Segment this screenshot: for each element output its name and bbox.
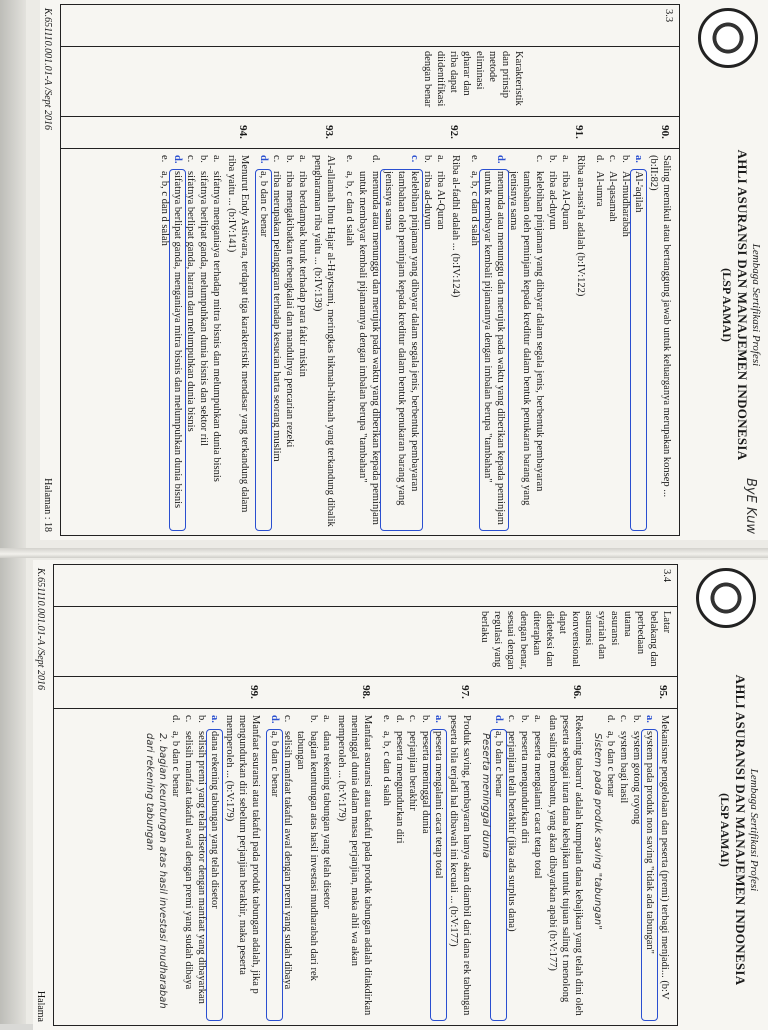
- option-text: selisih manfaat takaful awal dengan premi yang sudah dibaya: [183, 731, 194, 990]
- document-page-bottom: [33, 560, 768, 1030]
- option-text: riba ad-duyun: [547, 171, 558, 230]
- option-text: menunda atau menunggu dan merujuk pada waktu yang diberikan kepada peminjam untuk membayar kembali pijamannya dengan imbalan berupa "tambahan": [481, 171, 507, 529]
- question-item: [343, 155, 462, 529]
- answer-option: [481, 155, 507, 529]
- answer-option: [380, 715, 393, 1019]
- answer-option: [283, 155, 296, 529]
- option-letter: c.: [183, 715, 194, 723]
- answer-option: [432, 715, 445, 1019]
- option-text: system pada produk non saving "tidak ada tabungan": [643, 731, 656, 1019]
- option-letter: a.: [297, 155, 308, 163]
- doc-code: K.651110.001.01-A /Sept 2016: [35, 568, 46, 690]
- option-text: sifatnya berlipat ganda, melumpuhkan dunia bisnis dan sektor riil: [198, 171, 209, 446]
- option-letter: d.: [258, 155, 269, 164]
- option-text: riba ad-duyun: [422, 171, 433, 230]
- option-text: riba merupakan pelanggaran terhadap kesucian harta seorang muslim: [271, 171, 282, 462]
- option-letter: b.: [198, 155, 209, 163]
- option-text: bagian keuntungan atas hasil investasi mudharabah dari rek tabungan: [295, 731, 319, 981]
- question-number: 98.: [360, 685, 372, 699]
- question-item: [257, 155, 337, 529]
- option-text: perjanjian telah berakhir (jika ada surplus dana): [506, 731, 517, 932]
- option-text: dana rekening tabungan yang telah disetor: [208, 731, 221, 1019]
- option-text: a, b, c dan d salah: [344, 171, 355, 246]
- question-number: 96.: [571, 685, 583, 699]
- option-text: a, b dan c benar: [605, 731, 616, 798]
- option-letter: a.: [633, 155, 644, 163]
- unit-column: [54, 565, 677, 607]
- option-letter: d.: [269, 715, 280, 724]
- org-abbrev: (LSP AAMAI): [718, 793, 732, 867]
- lsp-aamai-logo: [696, 568, 756, 628]
- answer-option: [182, 715, 195, 1019]
- unit-number: 3.4: [661, 569, 672, 583]
- answer-option: [184, 155, 197, 529]
- answer-option: [257, 155, 270, 529]
- question-number: 90.: [659, 125, 671, 139]
- option-text: Al-'aqilah: [632, 171, 645, 529]
- option-letter: d.: [172, 155, 183, 164]
- org-title: AHLI ASURANSI DAN MANAJEMEN INDONESIA: [733, 674, 748, 986]
- answer-option: [195, 715, 208, 1019]
- answer-option: [393, 715, 406, 1019]
- option-text: system bagi hasil: [618, 731, 629, 804]
- option-letter: c.: [407, 715, 418, 723]
- answer-option: [421, 155, 434, 529]
- question-text: Menurut Endy Astiwara, terdapat tiga karakteristik mendasar yang terkandung dalam riba yaitu ... (b:IV:141): [226, 155, 250, 513]
- org-abbrev: (LSP AAMAI): [720, 268, 734, 342]
- page-footer: [42, 8, 53, 532]
- answer-option: [320, 715, 333, 1019]
- org-name: Lembaga Sertifikasi Profesi: [750, 243, 762, 367]
- option-text: a, b dan c benar: [170, 731, 181, 798]
- option-text: Al-qasamah: [607, 171, 618, 222]
- answer-option: [507, 155, 546, 529]
- handwritten-note: Peserta meninggal dunia: [480, 733, 491, 858]
- lsp-aamai-logo: [698, 8, 758, 68]
- answer-option: [630, 715, 643, 1019]
- option-text: system gotong royong: [631, 731, 642, 825]
- org-name: Lembaga Sertifikasi Profesi: [748, 768, 760, 892]
- answer-option: [208, 715, 221, 1019]
- question-table: [60, 4, 680, 536]
- binding-gutter: [0, 0, 26, 1024]
- answer-option: [518, 715, 531, 1019]
- question-text: Al-allamah Ibnu Hajar al-Haytsami, meringkas hikmah-hikmah yang terkandung dibalik pengharaman riba yaitu ... (b:IV:139): [312, 155, 336, 527]
- criterion-column: [54, 607, 677, 677]
- option-text: a, b, c dan d salah: [159, 171, 170, 246]
- option-letter: b.: [422, 155, 433, 163]
- page-footer: [35, 568, 46, 1022]
- option-letter: d.: [605, 715, 616, 723]
- questions-column: [54, 709, 677, 1025]
- option-letter: a.: [435, 155, 446, 163]
- option-text: menunda atau menunggu dan merujuk pada waktu yang diberikan kepada peminjam untuk membayar kembali pijamannya dengan imbalan berupa "tambahan": [357, 171, 381, 525]
- question-item: [593, 155, 673, 529]
- option-text: riba mengakibatkan terbengkalai dan mandulnya pencarian rezeki: [284, 171, 295, 448]
- answer-option: [546, 155, 559, 529]
- answer-option: [559, 155, 572, 529]
- option-letter: e.: [381, 715, 392, 723]
- option-letter: b.: [519, 715, 530, 723]
- option-text: kelebihan pinjaman yang dibayar dalam segala jenis, berbentuk pembayaran tambahan oleh peminjam kepada kreditur dalam bentuk penukaran barang yang jenisnya sama: [508, 171, 545, 506]
- handwritten-note: Sistem pada produk saving "tabungan": [592, 733, 603, 930]
- option-text: a, b, c dan d salah: [381, 731, 392, 806]
- question-text: Manfaat asuransi atau takaful pada produk tabungan adalah, jika p mengundurkan diri sebelum perjanjian berakhir, maka peserta memperoleh ... (b:V:179): [224, 715, 261, 994]
- org-title: AHLI ASURANSI DAN MANAJEMEN INDONESIA: [735, 149, 750, 461]
- option-letter: b.: [420, 715, 431, 723]
- option-text: peserta mengundurkan diri: [519, 731, 530, 844]
- option-text: Al-umra: [594, 171, 605, 207]
- number-column: [61, 117, 679, 149]
- answer-option: [419, 715, 432, 1019]
- option-letter: d.: [594, 155, 605, 163]
- option-text: riba berdampak buruk terhadap para fakir miskin: [297, 171, 308, 377]
- question-item: [143, 715, 262, 1019]
- option-text: sifatnya berlipat ganda, haram dan melumpuhkan dunia bisnis: [185, 171, 196, 432]
- option-text: Al-mudharabah: [620, 171, 631, 237]
- page-header: [684, 560, 762, 1030]
- question-number: 93.: [323, 125, 335, 139]
- option-letter: a.: [560, 155, 571, 163]
- answer-option: [296, 155, 309, 529]
- option-letter: c.: [618, 715, 629, 723]
- question-item: [380, 715, 473, 1019]
- option-letter: c.: [185, 155, 196, 163]
- page-header: [686, 0, 764, 540]
- option-letter: d.: [495, 155, 506, 164]
- answer-option: [531, 715, 544, 1019]
- question-table: [53, 564, 678, 1026]
- option-text: a, b dan c benar: [268, 731, 281, 1019]
- option-letter: d.: [170, 715, 181, 723]
- question-number: 95.: [657, 685, 669, 699]
- unit-number: 3.3: [663, 9, 674, 23]
- answer-option: [356, 155, 382, 529]
- answer-option: [169, 715, 182, 1019]
- question-text: Rekening tabarru' adalah kumpulan dana kebajikan yang telah dini oleh peserta sebagai iuran dana kebajikan untuk tujuan saling t menolong dan saling membantu, yang akan dibayarkan apabi (b:V:177): [547, 715, 584, 1016]
- option-letter: b.: [308, 715, 319, 723]
- option-text: riba Al-Quran: [435, 171, 446, 230]
- option-letter: a.: [532, 715, 543, 723]
- option-text: perjanjian berakhir: [407, 731, 418, 811]
- questions-column: [61, 149, 679, 535]
- answer-option: [268, 715, 281, 1019]
- answer-option: [270, 155, 283, 529]
- question-text: Produk saving, pembayaran hanya akan diambil dari dana rek tabungan peserta bila terjadi hal dibawah ini kecuali ... (b:V:177): [448, 715, 472, 1016]
- number-column: [54, 677, 677, 709]
- option-text: peserta meninggal dunia: [420, 731, 431, 834]
- option-text: riba Al-Quran: [560, 171, 571, 230]
- answer-option: [492, 715, 505, 1019]
- page-number: Halaman : 18: [42, 478, 53, 532]
- question-number: 92.: [448, 125, 460, 139]
- question-text: Riba an-nasi'ah adalah (b:IV:122): [575, 155, 586, 297]
- option-letter: d.: [394, 715, 405, 723]
- answer-option: [468, 155, 481, 529]
- answer-option: [604, 715, 617, 1019]
- answer-option: [434, 155, 447, 529]
- option-text: selisih manfaat takaful awal dengan premi yang sudah dibaya: [282, 731, 293, 990]
- answer-option: [294, 715, 320, 1019]
- question-number: 91.: [573, 125, 585, 139]
- option-letter: c.: [271, 155, 282, 163]
- answer-option: [505, 715, 518, 1019]
- question-text: Saling memikul atau bertanggung jawab untuk keluarganya merupakan konsep ... (b:II:82): [648, 155, 672, 498]
- answer-option: [606, 155, 619, 529]
- question-item: [479, 715, 585, 1019]
- page-fold: [0, 548, 768, 558]
- answer-option: [619, 155, 632, 529]
- answer-option: [197, 155, 210, 529]
- option-text: a, b, c dan d salah: [469, 171, 480, 246]
- question-text: Mekanisme pengelolaan dan peserta (premi) terbagi menjadi... (b:V: [659, 715, 670, 1000]
- option-text: sifatnya berlipat ganda, menganiaya mitra bisnis dan melumpuhkan dunia bisnis: [171, 171, 184, 529]
- option-letter: a.: [433, 715, 444, 723]
- criterion-text: Latar belakang dan perbedaan utama asuransi syariah dan asuransi konvensional dapat dideteksi dan diterapkan dengan benar, sesuai dengan regulasi yang berlaku: [479, 611, 672, 670]
- option-text: peserta mengalami cacat tetap total: [532, 731, 543, 879]
- question-text: Manfaat asuransi atau takaful pada produk tabungan adalah ditakdirkan meninggal dunia dalam masa perjanjian, maka ahli wa akan memperoleh ... (b:V:179): [336, 715, 373, 1016]
- option-letter: c.: [282, 715, 293, 723]
- option-letter: c.: [607, 155, 618, 163]
- answer-option: [617, 715, 630, 1019]
- option-letter: a.: [321, 715, 332, 723]
- option-letter: a.: [209, 715, 220, 723]
- option-text: selisih premi yang telah disetor dengan manfaat yang dibayarkan: [196, 731, 207, 1004]
- answer-option: [281, 715, 294, 1019]
- answer-option: [632, 155, 645, 529]
- option-letter: a.: [644, 715, 655, 723]
- option-text: peserta mengalami cacat tetap total: [432, 731, 445, 1019]
- question-number: 99.: [248, 685, 260, 699]
- answer-option: [343, 155, 356, 529]
- option-text: sifatnya menganiaya terhadap mitra bisnis dan melumpuhkan dunia bisnis: [211, 171, 222, 482]
- page-number: Halama: [35, 990, 46, 1022]
- option-text: kelebihan pinjaman yang dibayar dalam segala jenis, berbentuk pembayaran tambahan oleh peminjam kepada kreditur dalam bentuk penukaran barang yang jenisnya sama: [382, 171, 421, 529]
- question-text: Riba al-fadhl adalah ... (b:IV:124): [450, 155, 461, 298]
- document-page-top: [40, 0, 768, 540]
- doc-code: K.651110.001.01-A /Sept 2016: [42, 8, 53, 130]
- answer-option: [593, 155, 606, 529]
- handwritten-note: 2. bagian keuntungan atas hasil investasi mudharabah dari rekening tabungan: [144, 733, 168, 1009]
- option-letter: b.: [631, 715, 642, 723]
- answer-option: [643, 715, 656, 1019]
- question-item: [158, 155, 251, 529]
- answer-option: [210, 155, 223, 529]
- option-letter: e.: [344, 155, 355, 163]
- answer-option: [406, 715, 419, 1019]
- question-item: [468, 155, 587, 529]
- option-letter: e.: [469, 155, 480, 163]
- option-letter: d.: [370, 155, 381, 163]
- question-number: 94.: [237, 125, 249, 139]
- option-text: peserta mengundurkan diri: [394, 731, 405, 844]
- question-item: [268, 715, 374, 1019]
- criterion-column: [61, 47, 679, 117]
- question-number: 97.: [459, 685, 471, 699]
- option-text: a, b dan c benar: [492, 731, 505, 1019]
- answer-option: [382, 155, 421, 529]
- option-letter: c.: [506, 715, 517, 723]
- option-letter: b.: [620, 155, 631, 163]
- option-letter: c.: [534, 155, 545, 163]
- unit-column: [61, 5, 679, 47]
- handwritten-signature: ByE Kuw: [743, 477, 758, 534]
- option-letter: d.: [493, 715, 504, 724]
- option-text: dana rekening tabungan yang telah disetor: [321, 731, 332, 909]
- option-letter: c.: [409, 155, 420, 163]
- option-letter: b.: [284, 155, 295, 163]
- answer-option: [171, 155, 184, 529]
- criterion-text: Karakteristik dan prinsip metode eliminasi gharar dan riba dapat diidentifikasi dengan benar: [422, 51, 524, 108]
- option-letter: e.: [159, 155, 170, 163]
- option-text: a, b dan c benar: [257, 171, 270, 529]
- answer-option: [158, 155, 171, 529]
- option-letter: b.: [196, 715, 207, 723]
- question-item: [591, 715, 671, 1019]
- option-letter: b.: [547, 155, 558, 163]
- option-letter: a.: [211, 155, 222, 163]
